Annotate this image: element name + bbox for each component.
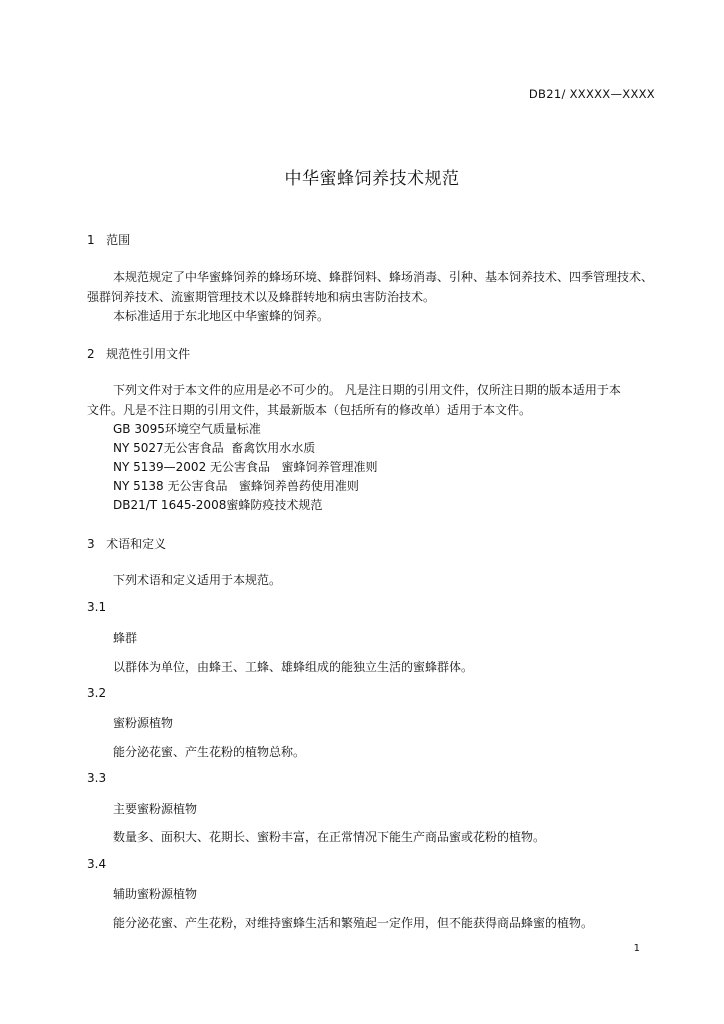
section-3-heading: 3 术语和定义 xyxy=(87,537,167,551)
section-1-paragraph-line-2: 强群饲养技术、流蜜期管理技术以及蜂群转地和病虫害防治技术。 xyxy=(87,290,436,304)
term-definition: 数量多、面积大、花期长、蜜粉丰富，在正常情况下能生产商品蜜或花粉的植物。 xyxy=(113,830,546,844)
term-number: 3.4 xyxy=(87,857,107,871)
page-number: 1 xyxy=(633,943,640,954)
section-2-paragraph-line-1: 下列文件对于本文件的应用是必不可少的。 凡是注日期的引用文件，仅所注日期的版本适用于本 xyxy=(113,383,621,397)
document-title: 中华蜜蜂饲养技术规范 xyxy=(284,169,460,189)
reference-item: GB 3095环境空气质量标准 xyxy=(113,422,261,436)
section-3-intro: 下列术语和定义适用于本规范。 xyxy=(113,573,282,587)
reference-item: NY 5139—2002 无公害食品 蜜蜂饲养管理准则 xyxy=(113,460,378,474)
term-definition: 能分泌花蜜、产生花粉的植物总称。 xyxy=(113,745,306,759)
term-definition: 以群体为单位，由蜂王、工蜂、雄蜂组成的能独立生活的蜜蜂群体。 xyxy=(113,660,474,674)
term-number: 3.3 xyxy=(87,771,107,785)
section-1-scope-paragraph: 本标准适用于东北地区中华蜜蜂的饲养。 xyxy=(113,309,330,323)
document-code: DB21/ XXXXX—XXXX xyxy=(528,87,655,101)
reference-item: DB21/T 1645-2008蜜蜂防疫技术规范 xyxy=(113,498,323,512)
term-name: 辅助蜜粉源植物 xyxy=(113,887,198,901)
term-name: 主要蜜粉源植物 xyxy=(113,802,198,816)
term-number: 3.1 xyxy=(87,600,107,614)
section-1-paragraph-line-1: 本规范规定了中华蜜蜂饲养的蜂场环境、蜂群饲料、蜂场消毒、引种、基本饲养技术、四季管理技术、 xyxy=(113,270,654,284)
section-2-paragraph-line-2: 文件。凡是不注日期的引用文件，其最新版本（包括所有的修改单）适用于本文件。 xyxy=(87,403,532,417)
term-name: 蜜粉源植物 xyxy=(113,716,174,730)
term-definition: 能分泌花蜜、产生花粉，对维持蜜蜂生活和繁殖起一定作用，但不能获得商品蜂蜜的植物。 xyxy=(113,916,594,930)
term-number: 3.2 xyxy=(87,686,107,700)
reference-item: NY 5138 无公害食品 蜜蜂饲养兽药使用准则 xyxy=(113,479,359,493)
section-1-heading: 1 范围 xyxy=(87,233,131,247)
section-2-heading: 2 规范性引用文件 xyxy=(87,347,191,361)
reference-item: NY 5027无公害食品 畜禽饮用水水质 xyxy=(113,441,316,455)
term-name: 蜂群 xyxy=(113,631,138,645)
